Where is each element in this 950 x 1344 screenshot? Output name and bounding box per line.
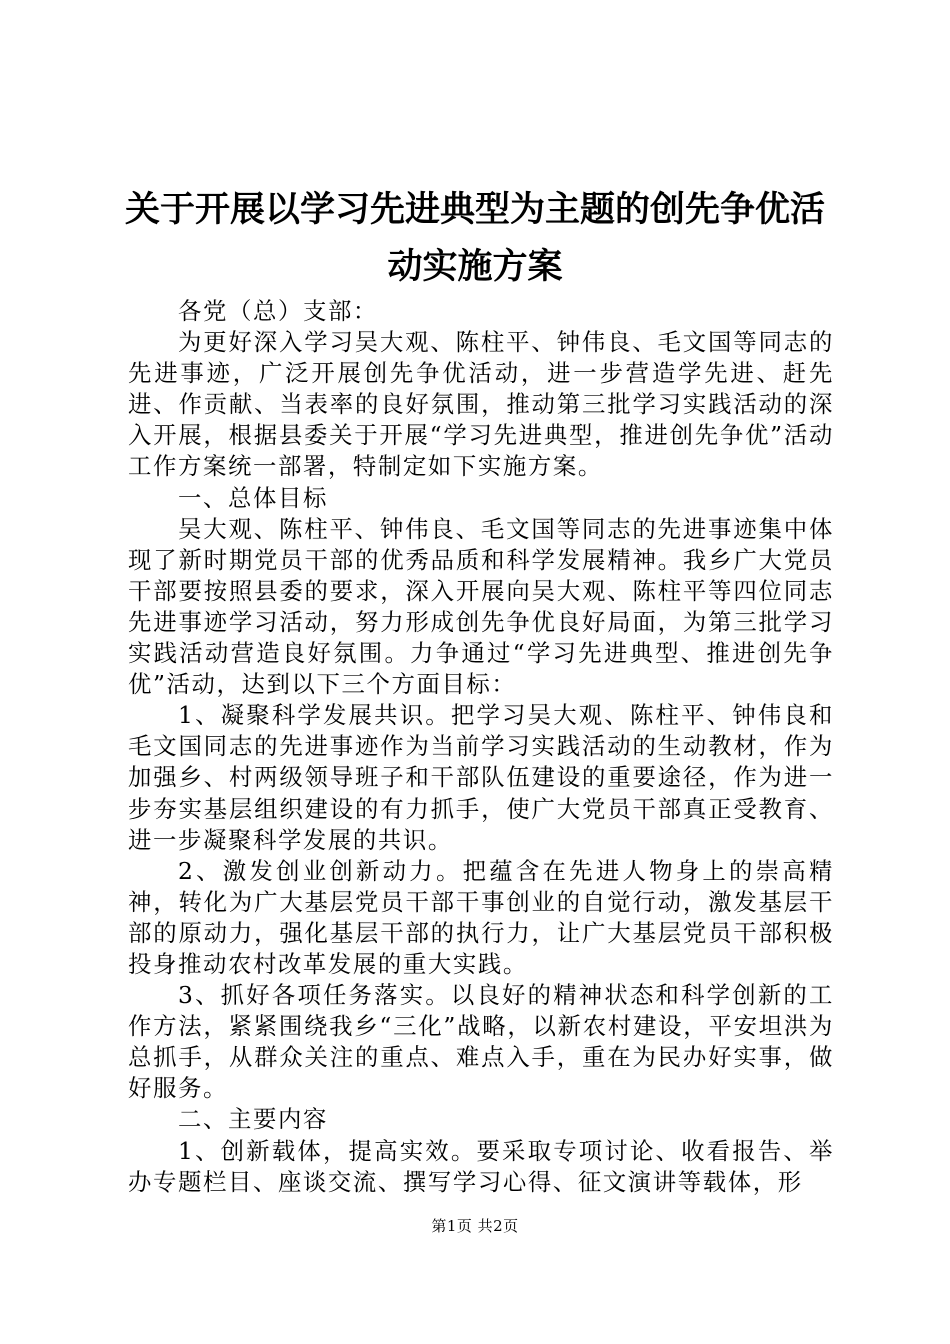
overall-goal-paragraph: 吴大观、陈柱平、钟伟良、毛文国等同志的先进事迹集中体现了新时期党员干部的优秀品质和科学发展精神。我乡广大党员干部要按照县委的要求，深入开展向吴大观、陈柱平等四位同志先进事迹学习活动，努力形成创先争优良好局面，为第三批学习实践活动营造良好氛围。力争通过“学习先进典型、推进创先争优”活动，达到以下三个方面目标：	[128, 514, 834, 699]
document-title: 关于开展以学习先进典型为主题的创先争优活动实施方案	[124, 190, 825, 287]
content-item-1: 1、创新载体，提高实效。要采取专项讨论、收看报告、举办专题栏目、座谈交流、撰写学习心得、征文演讲等载体，形	[128, 1136, 834, 1196]
intro-paragraph: 为更好深入学习吴大观、陈柱平、钟伟良、毛文国等同志的先进事迹，广泛开展创先争优活动，进一步营造学先进、赶先进、作贡献、当表率的良好氛围，推动第三批学习实践活动的深入开展，根据县委关于开展“学习先进典型，推进创先争优”活动工作方案统一部署，特制定如下实施方案。	[128, 328, 834, 481]
document-body	[128, 296, 834, 1198]
section-heading-main-content: 二、主要内容	[178, 1105, 328, 1134]
salutation: 各党（总）支部：	[178, 297, 378, 325]
goal-item-1: 1、凝聚科学发展共识。把学习吴大观、陈柱平、钟伟良和毛文国同志的先进事迹作为当前学习实践活动的生动教材，作为加强乡、村两级领导班子和干部队伍建设的重要途径，作为进一步夯实基层组织建设的有力抓手，使广大党员干部真正受教育、进一步凝聚科学发展的共识。	[128, 701, 834, 854]
page-footer: 第1页 共2页	[431, 1217, 519, 1235]
goal-item-2: 2、激发创业创新动力。把蕴含在先进人物身上的崇高精神，转化为广大基层党员干部干事创业的自觉行动，激发基层干部的原动力，强化基层干部的执行力，让广大基层党员干部积极投身推动农村改革发展的重大实践。	[128, 856, 834, 978]
goal-item-3: 3、抓好各项任务落实。以良好的精神状态和科学创新的工作方法，紧紧围绕我乡“三化”战略，以新农村建设，平安坦洪为总抓手，从群众关注的重点、难点入手，重在为民办好实事，做好服务。	[128, 981, 834, 1103]
section-heading-overall-goal: 一、总体目标	[178, 483, 328, 512]
